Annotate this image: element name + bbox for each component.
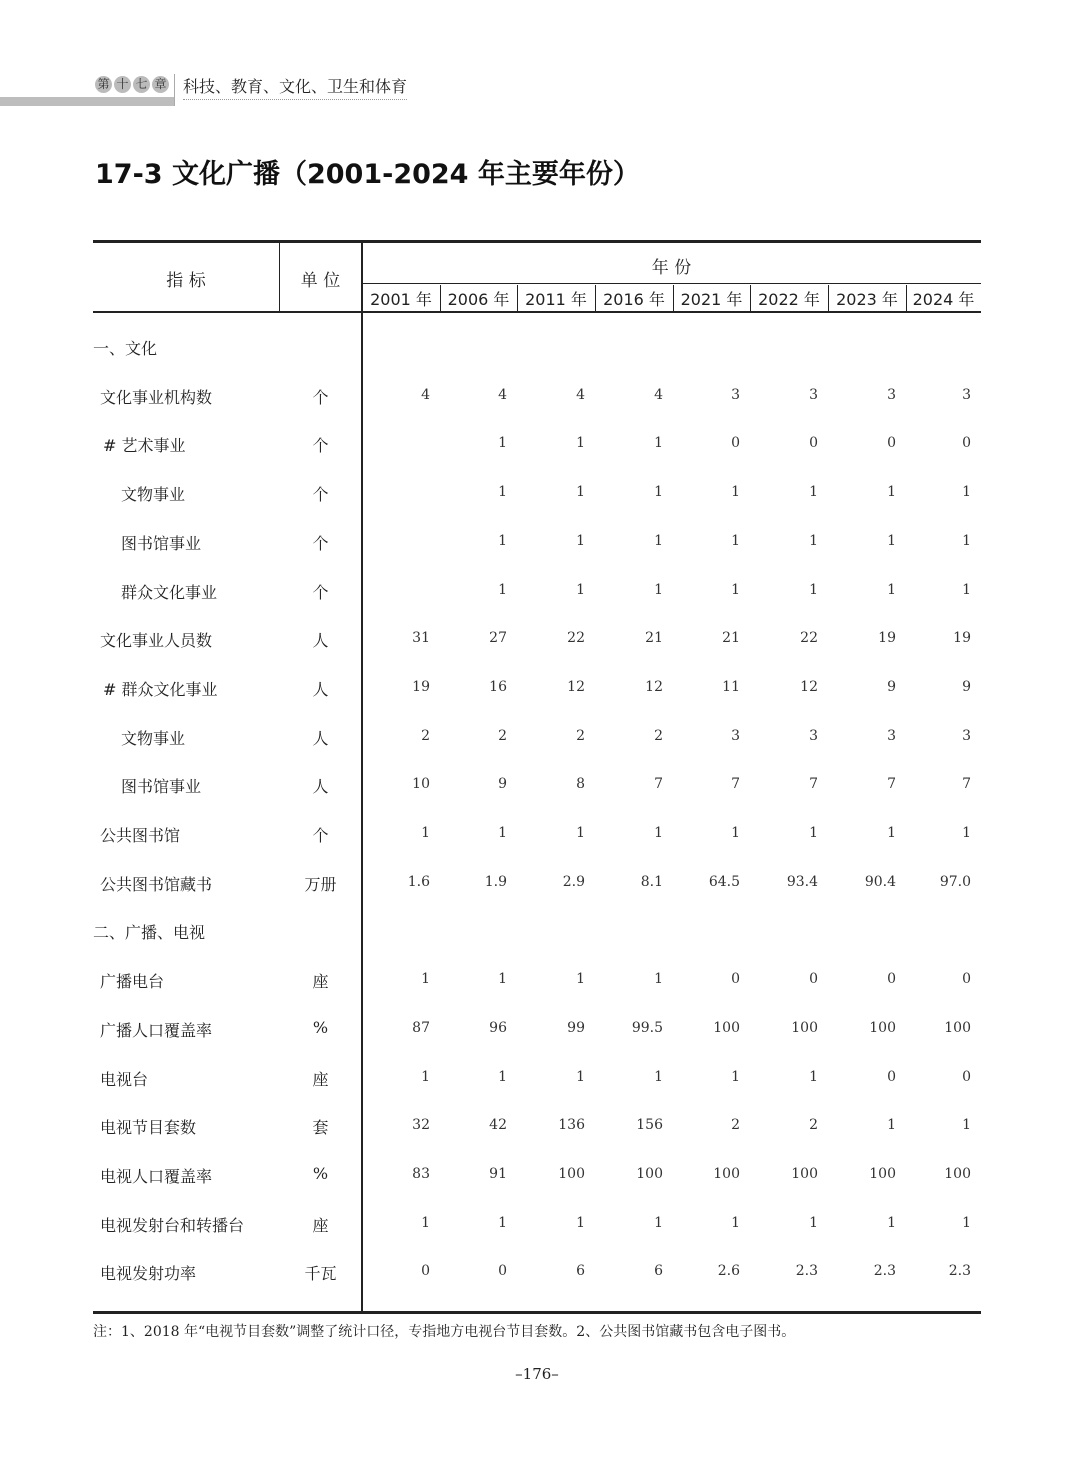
cell-value: 100: [558, 1165, 585, 1182]
header-year: 2006 年: [447, 290, 510, 309]
cell-value: 1: [962, 484, 971, 501]
chapter-badge: [95, 76, 169, 93]
cell-value: 1: [654, 825, 663, 841]
cell-value: 12: [567, 678, 585, 695]
cell-value: 100: [869, 1165, 896, 1182]
cell-value: 19: [878, 630, 896, 647]
table-row: [93, 433, 980, 457]
cell-value: 3: [962, 386, 971, 403]
cell-value: 3: [962, 727, 971, 744]
cell-value: 2: [654, 727, 663, 744]
cell-value: 19: [412, 678, 430, 695]
row-unit: 个: [312, 436, 329, 456]
header-year: 2023 年: [836, 290, 898, 309]
table-row: [93, 920, 980, 944]
cell-value: 1: [498, 532, 507, 549]
cell-value: 1.6: [407, 873, 430, 890]
cell-value: 1: [654, 532, 663, 549]
row-unit: 人: [312, 777, 329, 797]
row-unit: %: [312, 1017, 329, 1037]
cell-value: 1: [962, 1214, 971, 1231]
row-label: 一、文化: [93, 339, 158, 358]
cell-value: 0: [809, 435, 818, 452]
col-divider: [673, 285, 674, 312]
table-row: [93, 774, 980, 798]
cell-value: 2: [731, 1117, 740, 1134]
header-year: 2001 年: [370, 290, 432, 309]
cell-value: 1: [887, 1214, 896, 1231]
cell-value: 27: [489, 630, 507, 647]
row-label: 文化事业人员数: [100, 631, 213, 651]
table-row: [93, 580, 980, 604]
row-label: 电视台: [100, 1069, 149, 1089]
cell-value: 42: [489, 1117, 507, 1134]
cell-value: 99: [567, 1019, 585, 1036]
section-title: 科技、教育、文化、卫生和体育: [183, 74, 407, 100]
cell-value: 1: [731, 1214, 740, 1231]
cell-value: 21: [722, 630, 740, 647]
cell-value: 1: [731, 484, 740, 501]
cell-value: 7: [887, 776, 896, 793]
cell-value: 2: [576, 727, 585, 744]
cell-value: 1: [498, 971, 507, 988]
cell-value: 1.9: [484, 873, 507, 890]
cell-value: 100: [636, 1165, 663, 1182]
cell-value: 97.0: [939, 873, 971, 890]
cell-value: 0: [962, 435, 971, 452]
row-label: # 群众文化事业: [103, 679, 218, 699]
cell-value: 12: [800, 678, 818, 695]
cell-value: 1: [654, 484, 663, 501]
cell-value: 136: [558, 1117, 585, 1134]
cell-value: 7: [731, 776, 740, 793]
table-bottom-rule: [93, 1311, 981, 1314]
row-label: 文物事业: [121, 728, 186, 748]
cell-value: 3: [809, 727, 818, 744]
cell-value: 100: [713, 1019, 740, 1036]
table-row: [93, 677, 980, 701]
table-row: [93, 531, 980, 555]
cell-value: 2: [809, 1117, 818, 1134]
header-bar: [0, 97, 174, 106]
cell-value: 1: [498, 581, 507, 598]
cell-value: 1: [962, 825, 971, 841]
header-indicator: 指 标: [166, 271, 206, 291]
row-label: 二、广播、电视: [93, 923, 206, 943]
cell-value: 1: [421, 971, 430, 988]
cell-value: 1: [654, 1068, 663, 1085]
row-unit: 套: [312, 1118, 329, 1138]
cell-value: 1: [962, 581, 971, 598]
cell-value: 1: [887, 825, 896, 841]
col-divider: [906, 285, 907, 312]
cell-value: 2: [498, 727, 507, 744]
row-label: 广播电台: [100, 972, 165, 992]
cell-value: 2.3: [795, 1263, 818, 1280]
cell-value: 1: [654, 971, 663, 988]
row-unit: 个: [312, 826, 329, 845]
row-label: 电视发射台和转播台: [100, 1215, 245, 1235]
chapter-char: 章: [152, 76, 169, 93]
cell-value: 1: [576, 581, 585, 598]
header-year: 2021 年: [680, 290, 743, 309]
header-year: 2024 年: [912, 290, 975, 309]
cell-value: 1: [576, 825, 585, 841]
cell-value: 100: [869, 1019, 896, 1036]
cell-value: 93.4: [786, 873, 818, 890]
cell-value: 2.3: [873, 1263, 896, 1280]
row-unit: 千瓦: [304, 1264, 337, 1284]
cell-value: 2: [421, 727, 430, 744]
cell-value: 10: [412, 776, 430, 793]
cell-value: 1: [654, 581, 663, 598]
cell-value: 3: [731, 386, 740, 403]
table-row: [93, 1115, 980, 1139]
table-row: [93, 1018, 980, 1042]
row-label: 电视人口覆盖率: [100, 1166, 213, 1186]
cell-value: 0: [731, 435, 740, 452]
cell-value: 91: [489, 1165, 507, 1182]
col-divider: [440, 285, 441, 312]
cell-value: 1: [498, 435, 507, 452]
cell-value: 1: [962, 532, 971, 549]
cell-value: 4: [498, 386, 507, 403]
table-row: [93, 1164, 980, 1188]
header-year: 2011 年: [525, 290, 587, 309]
cell-value: 3: [809, 386, 818, 403]
cell-value: 1: [887, 532, 896, 549]
table-row: [93, 872, 980, 896]
table-row: [93, 726, 980, 750]
row-unit: %: [312, 1163, 329, 1183]
table-row: [93, 969, 980, 993]
cell-value: 6: [654, 1263, 663, 1280]
cell-value: 0: [887, 435, 896, 452]
cell-value: 16: [489, 678, 507, 695]
cell-value: 1: [887, 581, 896, 598]
cell-value: 2.6: [717, 1263, 740, 1280]
cell-value: 1: [498, 825, 507, 841]
cell-value: 100: [791, 1165, 818, 1182]
cell-value: 1: [576, 435, 585, 452]
cell-value: 21: [645, 630, 663, 647]
cell-value: 1: [731, 581, 740, 598]
cell-value: 9: [962, 678, 971, 695]
cell-value: 22: [567, 630, 585, 647]
cell-value: 1: [654, 435, 663, 452]
cell-value: 156: [636, 1117, 663, 1134]
header-year: 2016 年: [603, 290, 665, 309]
cell-value: 87: [412, 1019, 430, 1036]
cell-value: 1: [809, 1068, 818, 1085]
cell-value: 31: [412, 630, 430, 647]
cell-value: 1: [731, 1068, 740, 1085]
row-unit: 个: [312, 533, 329, 553]
row-unit: 万册: [304, 874, 337, 894]
row-label: 图书馆事业: [121, 533, 202, 553]
row-label: 公共图书馆藏书: [100, 874, 213, 894]
footnote: 注：1、2018 年“电视节目套数”调整了统计口径，专指地方电视台节目套数。2、公共图书馆藏书包含电子图书。: [93, 1324, 796, 1340]
cell-value: 64.5: [708, 873, 740, 890]
cell-value: 1: [498, 1068, 507, 1085]
cell-value: 1: [498, 1214, 507, 1231]
cell-value: 12: [645, 678, 663, 695]
cell-value: 1: [731, 532, 740, 549]
col-divider: [828, 285, 829, 312]
cell-value: 3: [887, 386, 896, 403]
col-divider: [517, 285, 518, 312]
cell-value: 4: [421, 386, 430, 403]
cell-value: 9: [498, 776, 507, 793]
row-unit: 个: [312, 582, 329, 602]
row-unit: 人: [312, 679, 329, 699]
table-row: [93, 336, 980, 360]
cell-value: 1: [654, 1214, 663, 1231]
cell-value: 0: [421, 1263, 430, 1280]
cell-value: 1: [809, 532, 818, 549]
cell-value: 100: [713, 1165, 740, 1182]
page-title: 17-3 文化广播（2001-2024 年主要年份）: [95, 159, 640, 190]
cell-value: 8: [576, 776, 585, 793]
row-label: 广播人口覆盖率: [100, 1020, 213, 1040]
cell-value: 32: [412, 1117, 430, 1134]
cell-value: 0: [887, 971, 896, 988]
cell-value: 4: [576, 386, 585, 403]
cell-value: 0: [809, 971, 818, 988]
cell-value: 0: [962, 1068, 971, 1085]
cell-value: 4: [654, 386, 663, 403]
cell-value: 0: [498, 1263, 507, 1280]
row-label: # 艺术事业: [103, 436, 186, 456]
cell-value: 90.4: [864, 873, 896, 890]
table-row: [93, 482, 980, 506]
row-unit: 个: [312, 387, 329, 407]
header-year: 2022 年: [758, 290, 820, 309]
cell-value: 2.9: [562, 873, 585, 890]
header-divider: [362, 283, 981, 284]
row-unit: 人: [312, 631, 329, 651]
cell-value: 19: [953, 630, 971, 647]
cell-value: 1: [576, 484, 585, 501]
table-row: [93, 385, 980, 409]
cell-value: 1: [962, 1117, 971, 1134]
col-divider: [750, 285, 751, 312]
header-separator: [174, 74, 175, 106]
table-row: [93, 628, 980, 652]
cell-value: 100: [791, 1019, 818, 1036]
table-row: [93, 1261, 980, 1285]
cell-value: 7: [962, 776, 971, 793]
row-label: 文化事业机构数: [100, 387, 213, 407]
cell-value: 1: [887, 484, 896, 501]
chapter-char: 第: [95, 76, 112, 93]
row-label: 文物事业: [121, 485, 186, 505]
row-unit: 人: [312, 728, 329, 748]
cell-value: 1: [421, 825, 430, 841]
row-unit: 座: [312, 1069, 329, 1089]
row-label: 公共图书馆: [100, 826, 181, 845]
cell-value: 7: [654, 776, 663, 793]
cell-value: 0: [731, 971, 740, 988]
cell-value: 1: [731, 825, 740, 841]
cell-value: 22: [800, 630, 818, 647]
row-label: 群众文化事业: [121, 582, 218, 602]
cell-value: 9: [887, 678, 896, 695]
row-label: 图书馆事业: [121, 777, 202, 797]
cell-value: 1: [421, 1214, 430, 1231]
cell-value: 6: [576, 1263, 585, 1280]
header-year-group: 年 份: [651, 258, 692, 278]
row-label: 电视发射功率: [100, 1264, 197, 1284]
cell-value: 3: [731, 727, 740, 744]
cell-value: 3: [887, 727, 896, 744]
cell-value: 1: [576, 971, 585, 988]
cell-value: 11: [722, 678, 740, 695]
cell-value: 1: [576, 1214, 585, 1231]
table-row: [93, 823, 980, 847]
cell-value: 7: [809, 776, 818, 793]
table-row: [93, 1213, 980, 1237]
cell-value: 96: [489, 1019, 507, 1036]
row-label: 电视节目套数: [100, 1118, 197, 1138]
cell-value: 0: [887, 1068, 896, 1085]
cell-value: 1: [421, 1068, 430, 1085]
cell-value: 1: [809, 1214, 818, 1231]
row-unit: 个: [312, 485, 329, 505]
cell-value: 1: [809, 484, 818, 501]
row-unit: 座: [312, 972, 329, 992]
cell-value: 0: [962, 971, 971, 988]
cell-value: 1: [809, 581, 818, 598]
col-divider: [595, 285, 596, 312]
chapter-char: 七: [133, 76, 150, 93]
header-unit: 单 位: [300, 271, 341, 291]
header-bottom-rule: [93, 311, 981, 313]
cell-value: 100: [944, 1019, 971, 1036]
cell-value: 100: [944, 1165, 971, 1182]
cell-value: 1: [576, 1068, 585, 1085]
page-number: –176–: [515, 1365, 559, 1383]
chapter-char: 十: [114, 76, 131, 93]
cell-value: 2.3: [948, 1263, 971, 1280]
cell-value: 1: [576, 532, 585, 549]
row-unit: 座: [312, 1215, 329, 1235]
cell-value: 1: [809, 825, 818, 841]
cell-value: 83: [412, 1165, 430, 1182]
table-row: [93, 1067, 980, 1091]
cell-value: 1: [887, 1117, 896, 1134]
table-top-rule: [93, 240, 981, 243]
cell-value: 8.1: [640, 873, 663, 890]
cell-value: 1: [498, 484, 507, 501]
cell-value: 99.5: [631, 1019, 663, 1036]
